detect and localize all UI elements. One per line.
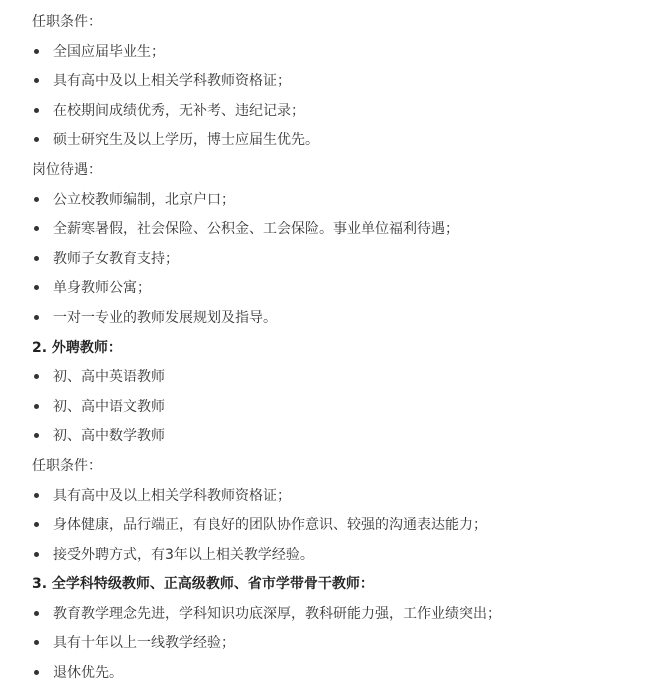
list-item	[32, 247, 179, 271]
requirements-heading: 任职条件：	[32, 14, 102, 30]
list-item-text: 具有高中及以上相关学科教师资格证；	[53, 73, 291, 89]
list-item	[32, 543, 314, 567]
bullet-icon	[34, 226, 39, 231]
list-item-text: 具有高中及以上相关学科教师资格证；	[53, 488, 291, 504]
bullet-icon	[34, 78, 39, 83]
bullet-icon	[34, 493, 39, 498]
list-item-text: 教师子女教育支持；	[53, 251, 179, 267]
list-item-text: 初、高中数学教师	[53, 428, 165, 444]
list-item	[32, 99, 305, 123]
bullet-icon	[34, 552, 39, 557]
list-item-text: 硕士研究生及以上学历，博士应届生优先。	[53, 132, 319, 148]
list-item-text: 身体健康，品行端正，有良好的团队协作意识、较强的沟通表达能力；	[53, 517, 487, 533]
list-item-text: 接受外聘方式，有3年以上相关教学经验。	[53, 547, 314, 563]
list-item	[32, 188, 235, 212]
bullet-icon	[34, 611, 39, 616]
list-item-text: 退休优先。	[53, 665, 123, 681]
bullet-icon	[34, 522, 39, 527]
bullet-icon	[34, 197, 39, 202]
list-item	[32, 40, 165, 64]
bullet-icon	[34, 256, 39, 261]
bullet-icon	[34, 404, 39, 409]
bullet-icon	[34, 285, 39, 290]
list-item	[32, 365, 165, 389]
list-item	[32, 306, 277, 330]
external-teacher-heading: 2. 外聘教师：	[32, 340, 122, 356]
list-item-text: 在校期间成绩优秀，无补考、违纪记录；	[53, 103, 305, 119]
requirements-heading: 任职条件：	[32, 458, 102, 474]
list-item	[32, 602, 501, 626]
list-item	[32, 276, 151, 300]
list-item-text: 公立校教师编制，北京户口；	[53, 192, 235, 208]
list-item	[32, 631, 235, 655]
list-item-text: 初、高中英语教师	[53, 369, 165, 385]
bullet-icon	[34, 374, 39, 379]
list-item	[32, 395, 165, 419]
list-item-text: 具有十年以上一线教学经验；	[53, 635, 235, 651]
list-item	[32, 424, 165, 448]
benefits-heading: 岗位待遇：	[32, 162, 102, 178]
bullet-icon	[34, 137, 39, 142]
list-item-text: 教育教学理念先进，学科知识功底深厚，教科研能力强，工作业绩突出；	[53, 606, 501, 622]
list-item	[32, 69, 291, 93]
special-teacher-heading: 3. 全学科特级教师、正高级教师、省市学带骨干教师：	[32, 576, 374, 592]
list-item-text: 单身教师公寓；	[53, 280, 151, 296]
list-item-text: 全薪寒暑假，社会保险、公积金、工会保险。事业单位福利待遇；	[53, 221, 459, 237]
bullet-icon	[34, 108, 39, 113]
bullet-icon	[34, 433, 39, 438]
list-item	[32, 484, 291, 508]
bullet-icon	[34, 315, 39, 320]
bullet-icon	[34, 49, 39, 54]
list-item	[32, 217, 459, 241]
list-item	[32, 661, 123, 685]
list-item-text: 初、高中语文教师	[53, 399, 165, 415]
bullet-icon	[34, 640, 39, 645]
bullet-icon	[34, 670, 39, 675]
list-item-text: 一对一专业的教师发展规划及指导。	[53, 310, 277, 326]
list-item-text: 全国应届毕业生；	[53, 44, 165, 60]
list-item	[32, 513, 487, 537]
list-item	[32, 128, 319, 152]
